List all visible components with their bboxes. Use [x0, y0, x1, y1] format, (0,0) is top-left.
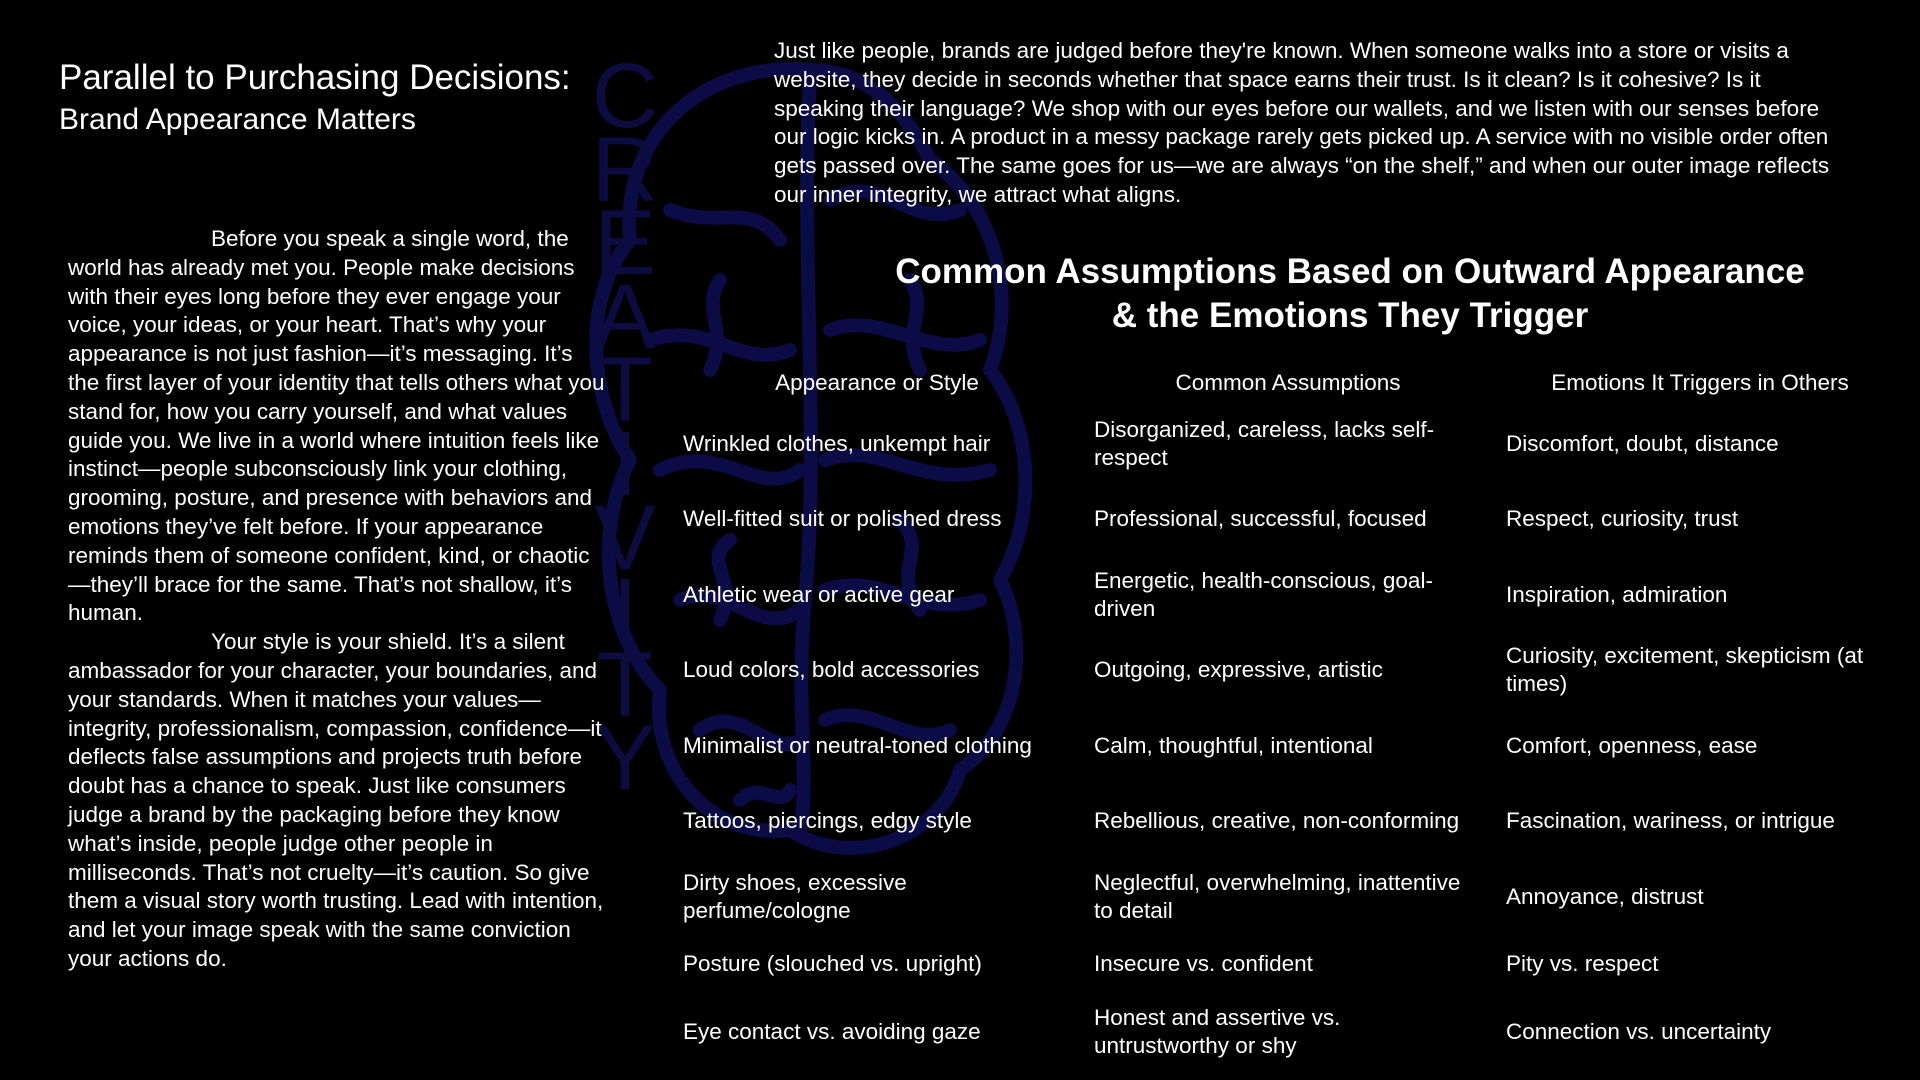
- watermark-letter: V: [594, 486, 656, 589]
- column-header-assumptions: Common Assumptions: [1175, 370, 1401, 395]
- table-cell-emotion: Comfort, openness, ease: [1506, 733, 1758, 758]
- body-paragraph: Your style is your shield. It’s a silent ambassador for your character, your boundaries, and your standards. When it matches your values—integrity, professionalism, compassion, confidence—it deflects false assumptions and projects truth before doubt has a chance to speak. Just like consumers judge a brand by the packaging before they know what’s inside, people judge other people in milliseconds. That’s not cruelty—it’s caution. So give them a visual story worth trusting. Lead with intention, and let your image speak with the same conviction your actions do.: [68, 629, 604, 971]
- column-header-emotions: Emotions It Triggers in Others: [1551, 370, 1849, 395]
- slide-subtitle: Brand Appearance Matters: [59, 103, 416, 136]
- table-row: [0, 783, 1920, 859]
- table-cell-appearance: Loud colors, bold accessories: [683, 657, 980, 682]
- section-heading-line2: & the Emotions They Trigger: [1111, 296, 1589, 335]
- table-row: [0, 859, 1920, 935]
- table-cell-emotion: Discomfort, doubt, distance: [1506, 431, 1779, 456]
- table-cell-assumption: Energetic, health-conscious, goal-driven: [1094, 568, 1433, 621]
- table-cell-appearance: Posture (slouched vs. upright): [683, 951, 982, 976]
- table-row: [0, 406, 1920, 482]
- table-cell-assumption: Outgoing, expressive, artistic: [1094, 657, 1383, 682]
- table-cell-appearance: Athletic wear or active gear: [683, 582, 955, 607]
- table-cell-appearance: Tattoos, piercings, edgy style: [683, 808, 972, 833]
- watermark-letter: A: [594, 265, 656, 368]
- table-cell-appearance: Well-fitted suit or polished dress: [683, 506, 1002, 531]
- watermark-letter: I: [612, 412, 638, 515]
- watermark-letter: T: [596, 339, 654, 442]
- slide-title-line1: Parallel to Purchasing Decisions:: [59, 58, 571, 97]
- table-cell-assumption: Professional, successful, focused: [1094, 506, 1427, 531]
- table-row: [0, 708, 1920, 784]
- watermark-letter: T: [596, 633, 654, 736]
- table-cell-assumption: Disorganized, careless, lacks self-respect: [1094, 417, 1435, 470]
- table-row: [0, 632, 1920, 708]
- table-cell-assumption: Calm, thoughtful, intentional: [1094, 733, 1373, 758]
- column-header-appearance: Appearance or Style: [775, 370, 979, 395]
- table-row: [0, 481, 1920, 557]
- watermark-letter: E: [594, 192, 656, 295]
- table-cell-emotion: Connection vs. uncertainty: [1506, 1019, 1772, 1044]
- table-cell-appearance: Minimalist or neutral-toned clothing: [683, 733, 1032, 758]
- table-cell-appearance: Wrinkled clothes, unkempt hair: [683, 431, 991, 456]
- table-cell-assumption: Rebellious, creative, non-conforming: [1094, 808, 1460, 833]
- table-cell-emotion: Fascination, wariness, or intrigue: [1506, 808, 1835, 833]
- table-cell-emotion: Inspiration, admiration: [1506, 582, 1728, 607]
- table-cell-assumption: Neglectful, overwhelming, inattentive to detail: [1094, 870, 1461, 923]
- table-cell-emotion: Curiosity, excitement, skepticism (at times): [1506, 643, 1864, 696]
- watermark-letter: Y: [594, 707, 656, 810]
- body-paragraph: Before you speak a single word, the world has already met you. People make decisions with their eyes long before they ever engage your voice, your ideas, or your heart. That’s why your appearance is not just fashion—it’s messaging. It’s the first layer of your identity that tells others what you stand for, how you carry yourself, and what values guide you. We live in a world where intuition feels like instinct—people subconsciously link your clothing, grooming, posture, and presence with behaviors and emotions they’ve felt before. If your appearance reminds them of someone confident, kind, or chaotic—they’ll brace for the same. That’s not shallow, it’s human.: [68, 226, 605, 626]
- table-cell-appearance: Dirty shoes, excessive perfume/cologne: [683, 870, 907, 923]
- table-cell-emotion: Annoyance, distrust: [1506, 884, 1704, 909]
- table-row: [0, 994, 1920, 1070]
- table-row: [0, 926, 1920, 1002]
- watermark-letter: R: [591, 118, 659, 221]
- table-cell-assumption: Honest and assertive vs. untrustworthy or shy: [1094, 1005, 1341, 1058]
- section-heading-line1: Common Assumptions Based on Outward Appearance: [895, 252, 1805, 291]
- table-cell-assumption: Insecure vs. confident: [1094, 951, 1313, 976]
- table-cell-emotion: Respect, curiosity, trust: [1506, 506, 1739, 531]
- table-row: [0, 557, 1920, 633]
- intro-paragraph: Just like people, brands are judged before they're known. When someone walks into a store or visits a website, they decide in seconds whether that space earns their trust. Is it clean? Is it cohesive? Is it speaking their language? We shop with our eyes before our wallets, and we listen with our senses before our logic kicks in. A product in a messy package rarely gets picked up. A service with no visible order often gets passed over. The same goes for us—we are always “on the shelf,” and when our outer image reflects our inner integrity, we attract what aligns.: [774, 38, 1830, 207]
- watermark-letter: I: [612, 560, 638, 663]
- table-cell-appearance: Eye contact vs. avoiding gaze: [683, 1019, 981, 1044]
- table-cell-emotion: Pity vs. respect: [1506, 951, 1659, 976]
- watermark-letter: C: [591, 45, 659, 147]
